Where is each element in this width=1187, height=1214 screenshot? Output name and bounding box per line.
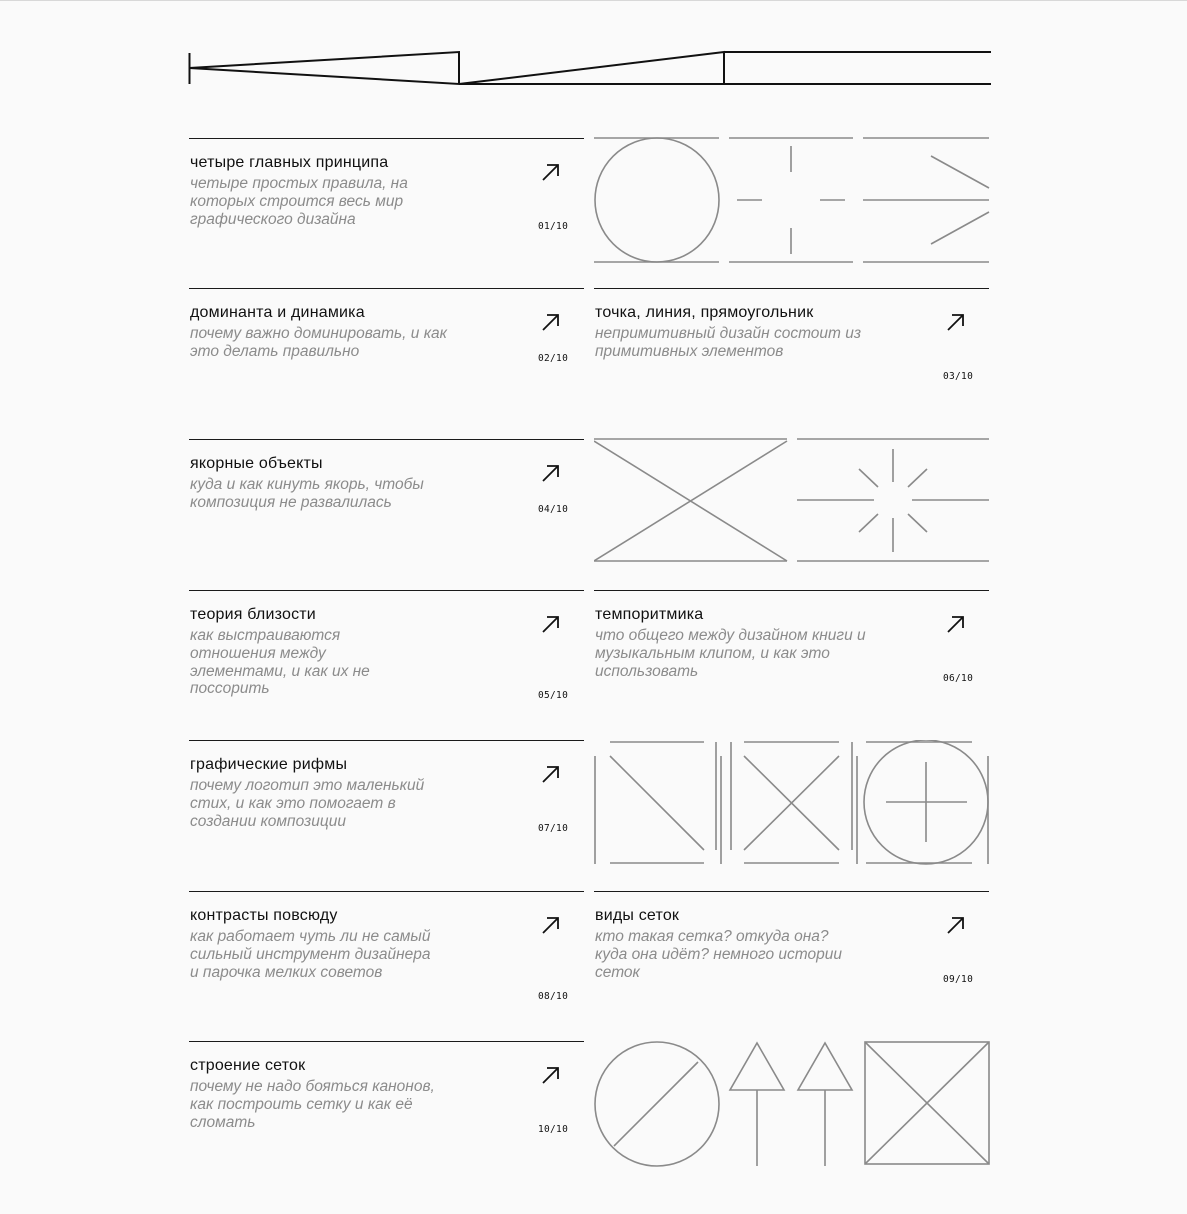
lesson-number: 07/10 (538, 823, 569, 834)
lesson-card-08[interactable] (189, 891, 584, 1042)
lesson-description: кто такая сетка? откуда она? куда она идёт? немного истории сеток (595, 928, 843, 981)
lesson-number: 06/10 (943, 673, 974, 684)
lesson-description: почему не надо бояться канонов, как построить сетку и как её сломать (190, 1078, 435, 1131)
lesson-card-04[interactable] (189, 439, 584, 590)
arrow-up-right-icon[interactable] (540, 161, 562, 183)
wedge-logo[interactable] (188, 50, 991, 93)
lesson-description: почему важно доминировать, и как это делать правильно (190, 325, 447, 360)
lesson-card-03[interactable] (594, 288, 989, 439)
lesson-title[interactable]: якорные объекты (190, 455, 323, 472)
lesson-card-01[interactable] (189, 138, 584, 289)
lesson-title[interactable]: графические рифмы (190, 756, 348, 773)
illustration-x-burst (594, 437, 990, 565)
lesson-title[interactable]: строение сеток (190, 1057, 306, 1074)
arrow-up-right-icon[interactable] (945, 613, 967, 635)
arrow-up-right-icon[interactable] (540, 763, 562, 785)
lesson-description: что общего между дизайном книги и музыкальным клипом, и как это использовать (595, 627, 866, 680)
lesson-number: 10/10 (538, 1124, 569, 1135)
lesson-number: 09/10 (943, 974, 974, 985)
lesson-card-05[interactable] (189, 590, 584, 741)
lesson-title[interactable]: точка, линия, прямоугольник (595, 304, 814, 321)
arrow-up-right-icon[interactable] (540, 613, 562, 635)
lesson-description: куда и как кинуть якорь, чтобы композиция не развалилась (190, 476, 424, 511)
arrow-up-right-icon[interactable] (945, 311, 967, 333)
arrow-up-right-icon[interactable] (540, 1064, 562, 1086)
arrow-up-right-icon[interactable] (540, 914, 562, 936)
lesson-card-10[interactable] (189, 1041, 584, 1192)
lesson-description: почему логотип это маленький стих, и как это помогает в создании композиции (190, 777, 425, 830)
lesson-description: как работает чуть ли не самый сильный инструмент дизайнера и парочка мелких советов (190, 928, 431, 981)
illustration-circle-cross-chevron (594, 136, 990, 264)
illustration-circle-arrows-square (594, 1040, 990, 1168)
illustration-framed-boxes (594, 740, 990, 866)
lesson-title[interactable]: теория близости (190, 606, 316, 623)
lesson-title[interactable]: виды сеток (595, 907, 680, 924)
arrow-up-right-icon[interactable] (945, 914, 967, 936)
lesson-card-06[interactable] (594, 590, 989, 741)
lesson-description: непримитивный дизайн состоит из примитивных элементов (595, 325, 862, 360)
lesson-title[interactable]: четыре главных принципа (190, 154, 389, 171)
lesson-number: 04/10 (538, 504, 569, 515)
lesson-title[interactable]: контрасты повсюду (190, 907, 338, 924)
lesson-description: как выстраиваются отношения между элементами, и как их не поссорить (190, 627, 370, 698)
lesson-card-09[interactable] (594, 891, 989, 1042)
lesson-card-02[interactable] (189, 288, 584, 439)
arrow-up-right-icon[interactable] (540, 462, 562, 484)
lesson-number: 03/10 (943, 371, 974, 382)
lesson-card-07[interactable] (189, 740, 584, 891)
lesson-number: 05/10 (538, 690, 569, 701)
lesson-number: 01/10 (538, 221, 569, 232)
top-divider (0, 0, 1187, 1)
lesson-title[interactable]: доминанта и динамика (190, 304, 365, 321)
lesson-number: 08/10 (538, 991, 569, 1002)
arrow-up-right-icon[interactable] (540, 311, 562, 333)
lesson-title[interactable]: темпоритмика (595, 606, 704, 623)
lesson-number: 02/10 (538, 353, 569, 364)
lesson-description: четыре простых правила, на которых строится весь мир графического дизайна (190, 175, 408, 228)
